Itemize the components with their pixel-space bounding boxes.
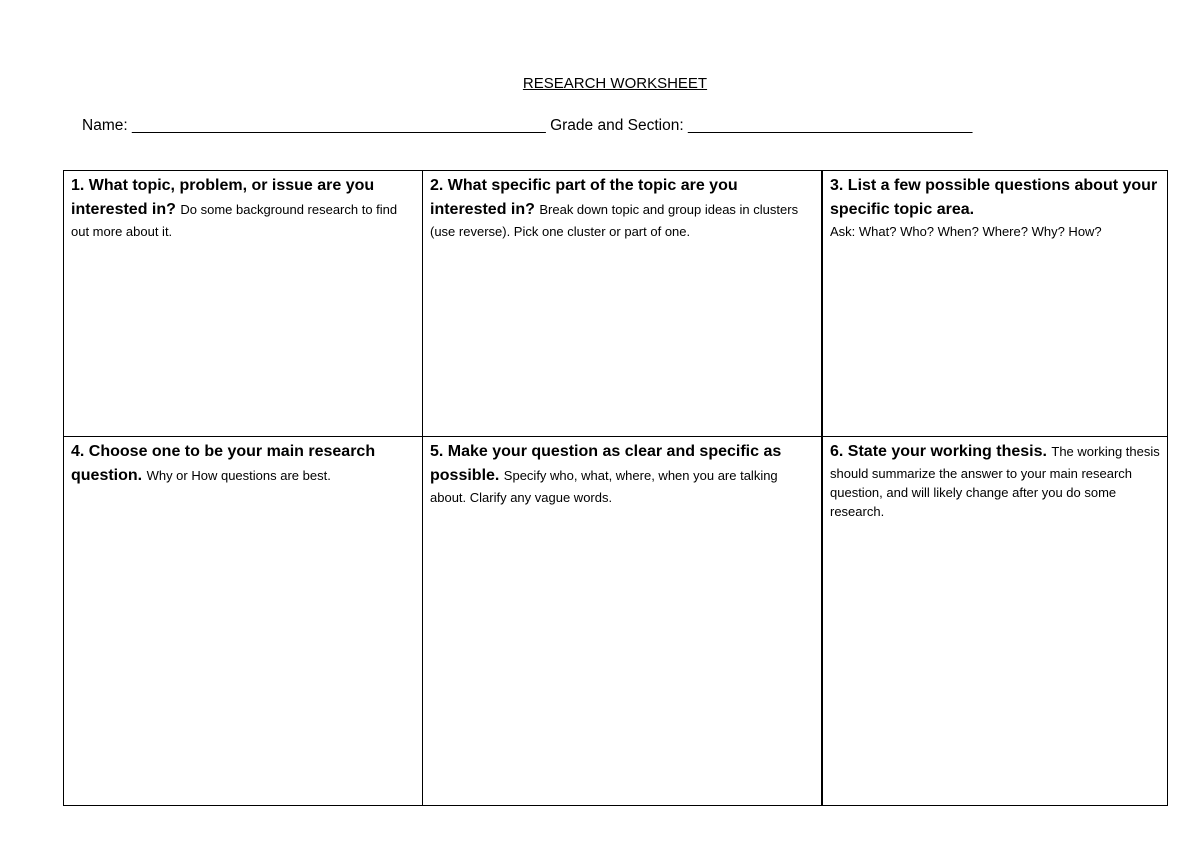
box-1-question: 1. What topic, problem, or issue are you interested in? (71, 177, 375, 218)
box-1-topic[interactable] (64, 171, 423, 437)
box-5-description: Specify who, what, where, when you are talking about. Clarify any vague words. (430, 468, 778, 505)
grade-section-label: Grade and Section: (550, 117, 684, 134)
box-5-clarify-question[interactable] (423, 437, 823, 805)
box-3-question: 3. List a few possible questions about your specific topic area. (830, 177, 1158, 218)
box-6-description: The working thesis should summarize the answer to your main research question, and will likely change after you do some research. (830, 444, 1160, 519)
worksheet-title: RESEARCH WORKSHEET (522, 75, 708, 92)
student-info-line (82, 117, 972, 135)
name-label: Name: (82, 117, 128, 134)
box-1-description: Do some background research to find out more about it. (71, 202, 398, 239)
box-3-description: Ask: What? Who? When? Where? Why? How? (830, 224, 1102, 239)
box-2-description: Break down topic and group ideas in clusters (use reverse). Pick one cluster or part of one. (430, 202, 799, 239)
box-6-question: 6. State your working thesis. (830, 443, 1052, 460)
box-3-possible-questions[interactable] (823, 171, 1167, 437)
box-5-question: 5. Make your question as clear and specific as possible. (430, 443, 782, 484)
box-6-working-thesis[interactable] (823, 437, 1167, 805)
box-4-description: Why or How questions are best. (146, 468, 331, 483)
name-blank[interactable]: ________________________________________________ (131, 117, 546, 134)
box-4-main-question[interactable] (64, 437, 423, 805)
box-2-question: 2. What specific part of the topic are you interested in? (430, 177, 738, 218)
box-4-question: 4. Choose one to be your main research question. (71, 443, 376, 484)
box-2-specific-part[interactable] (423, 171, 823, 437)
worksheet-grid (63, 170, 1168, 806)
grade-section-blank[interactable]: _________________________________ (687, 117, 973, 134)
